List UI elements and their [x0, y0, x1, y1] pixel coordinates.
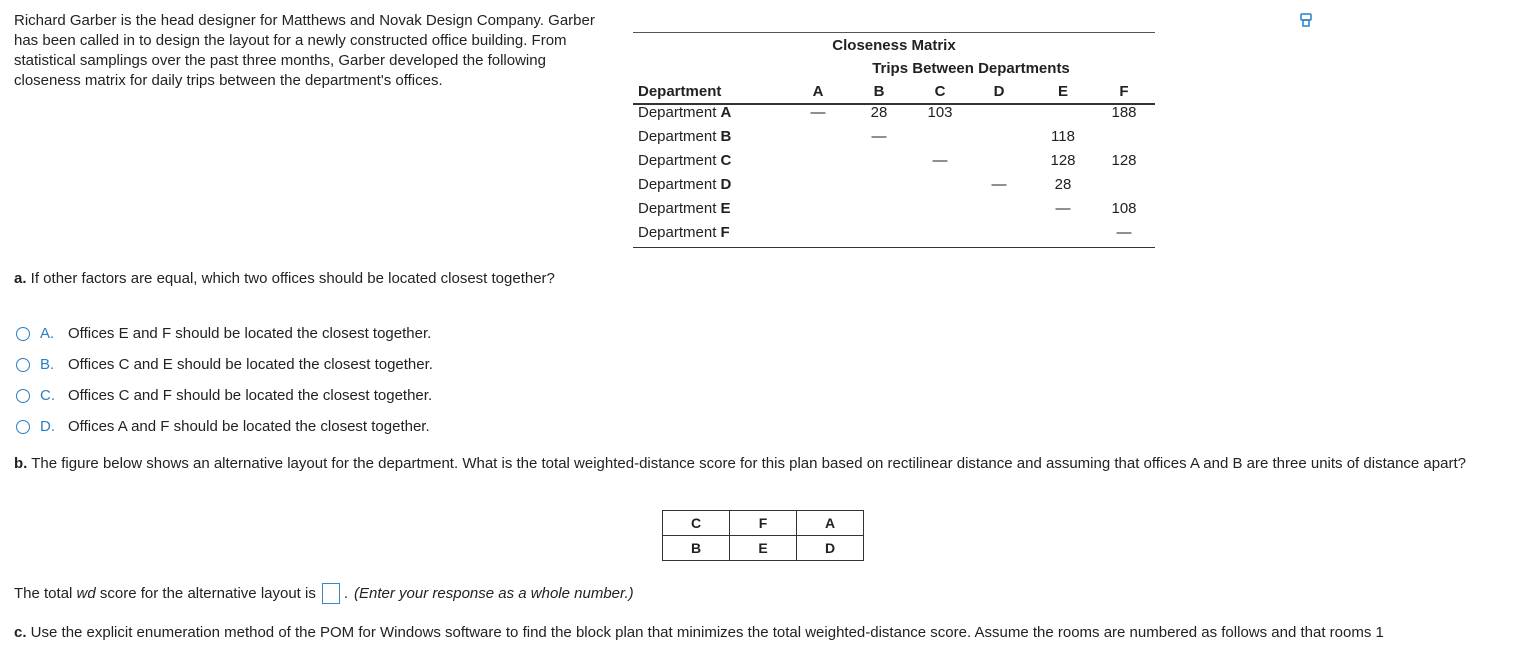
radio-option-a[interactable]: [16, 327, 30, 341]
answer-input[interactable]: [322, 583, 340, 604]
row-department-prefix: Department: [638, 200, 721, 217]
matrix-row: [633, 176, 1155, 200]
matrix-cell: 103: [927, 104, 953, 121]
matrix-cell: 118: [1051, 128, 1075, 145]
row-department-name: [638, 176, 731, 193]
matrix-header-row: [633, 83, 1155, 105]
question-a: [14, 270, 555, 287]
total-period: .: [343, 585, 349, 602]
matrix-row: [633, 128, 1155, 152]
radio-option-b[interactable]: [16, 358, 30, 372]
answer-options: [16, 318, 433, 442]
matrix-cell: —: [1116, 224, 1132, 241]
header-department: Department: [638, 83, 722, 100]
row-department-prefix: Department: [638, 104, 721, 121]
matrix-subtitle: Trips Between Departments: [872, 60, 1070, 77]
radio-option-c[interactable]: [16, 389, 30, 403]
total-wd-line: [14, 583, 634, 604]
intro-paragraph: Richard Garber is the head designer for Matthews and Novak Design Company. Garber has been called in to design the layout for a newly constructed office building. From statistical samplings over the past three months, Garber developed the following closeness matrix for daily trips between the department's offices.: [14, 12, 595, 89]
option-a-letter: A.: [40, 325, 55, 342]
row-department-prefix: Department: [638, 224, 721, 241]
layout-cell: A: [797, 511, 864, 536]
layout-cell: C: [663, 511, 730, 536]
matrix-cell: 188: [1111, 104, 1137, 121]
matrix-cell: 108: [1111, 200, 1137, 217]
question-b: [14, 454, 1494, 474]
option-c[interactable]: [16, 380, 433, 411]
layout-cell: B: [663, 536, 730, 561]
radio-option-d[interactable]: [16, 420, 30, 434]
header-col-c: C: [934, 83, 946, 100]
question-b-label: b.: [14, 455, 28, 472]
option-c-text: Offices C and F should be located the closest together.: [68, 387, 433, 404]
row-department-letter: B: [720, 128, 732, 145]
matrix-cell: 28: [1054, 176, 1072, 193]
question-c: [14, 624, 1384, 641]
closeness-matrix: [633, 32, 1155, 248]
option-a-text: Offices E and F should be located the closest together.: [68, 325, 432, 342]
option-d-text: Offices A and F should be located the closest together.: [68, 418, 430, 435]
total-middle: score for the alternative layout is: [99, 585, 316, 602]
matrix-cell: —: [932, 152, 948, 169]
question-a-text: If other factors are equal, which two offices should be located closest together?: [26, 270, 555, 287]
row-department-letter: E: [720, 200, 731, 217]
row-department-name: [638, 128, 731, 145]
row-department-prefix: Department: [638, 176, 721, 193]
header-col-f: F: [1119, 83, 1129, 100]
matrix-row: [633, 200, 1155, 224]
matrix-cell: —: [991, 176, 1007, 193]
copy-icon[interactable]: [1300, 13, 1314, 27]
matrix-cell: —: [871, 128, 887, 145]
header-col-a: A: [812, 83, 824, 100]
matrix-row: [633, 104, 1155, 128]
matrix-row: [633, 152, 1155, 176]
row-department-name: [638, 200, 731, 217]
matrix-cell: 128: [1050, 152, 1076, 169]
row-department-name: [638, 224, 730, 241]
option-d[interactable]: [16, 411, 433, 442]
question-c-text: Use the explicit enumeration method of the POM for Windows software to find the block plan that minimizes the total weighted-distance score. Assume the rooms are numbered as follows and that rooms 1: [26, 624, 1384, 641]
option-b[interactable]: [16, 349, 433, 380]
total-wd: wd: [76, 585, 96, 602]
row-department-prefix: Department: [638, 128, 721, 145]
row-department-letter: F: [720, 224, 730, 241]
matrix-cell: 28: [870, 104, 888, 121]
total-prefix: The total: [14, 585, 73, 602]
answer-hint: (Enter your response as a whole number.): [354, 585, 634, 602]
layout-cell: E: [730, 536, 797, 561]
row-department-letter: C: [720, 152, 732, 169]
layout-grid: [662, 510, 864, 561]
question-b-text: The figure below shows an alternative layout for the department. What is the total weighted-distance score for this plan based on rectilinear distance and assuming that offices A and B are three units of distance apart?: [27, 455, 1466, 472]
option-b-text: Offices C and E should be located the closest together.: [68, 356, 433, 373]
question-a-label: a.: [14, 270, 27, 287]
header-col-b: B: [873, 83, 885, 100]
option-b-letter: B.: [40, 356, 55, 373]
question-c-label: c.: [14, 624, 27, 641]
matrix-row: [633, 224, 1155, 248]
row-department-letter: D: [720, 176, 732, 193]
matrix-title: Closeness Matrix: [832, 37, 956, 54]
row-department-letter: A: [720, 104, 732, 121]
row-department-name: [638, 152, 731, 169]
option-d-letter: D.: [40, 418, 55, 435]
matrix-cell: —: [810, 104, 826, 121]
matrix-cell: —: [1055, 200, 1071, 217]
row-department-prefix: Department: [638, 152, 721, 169]
layout-cell: F: [730, 511, 797, 536]
header-col-e: E: [1057, 83, 1068, 100]
layout-cell: D: [797, 536, 864, 561]
header-col-d: D: [993, 83, 1005, 100]
option-a[interactable]: [16, 318, 433, 349]
row-department-name: [638, 104, 731, 121]
option-c-letter: C.: [40, 387, 55, 404]
matrix-cell: 128: [1111, 152, 1137, 169]
